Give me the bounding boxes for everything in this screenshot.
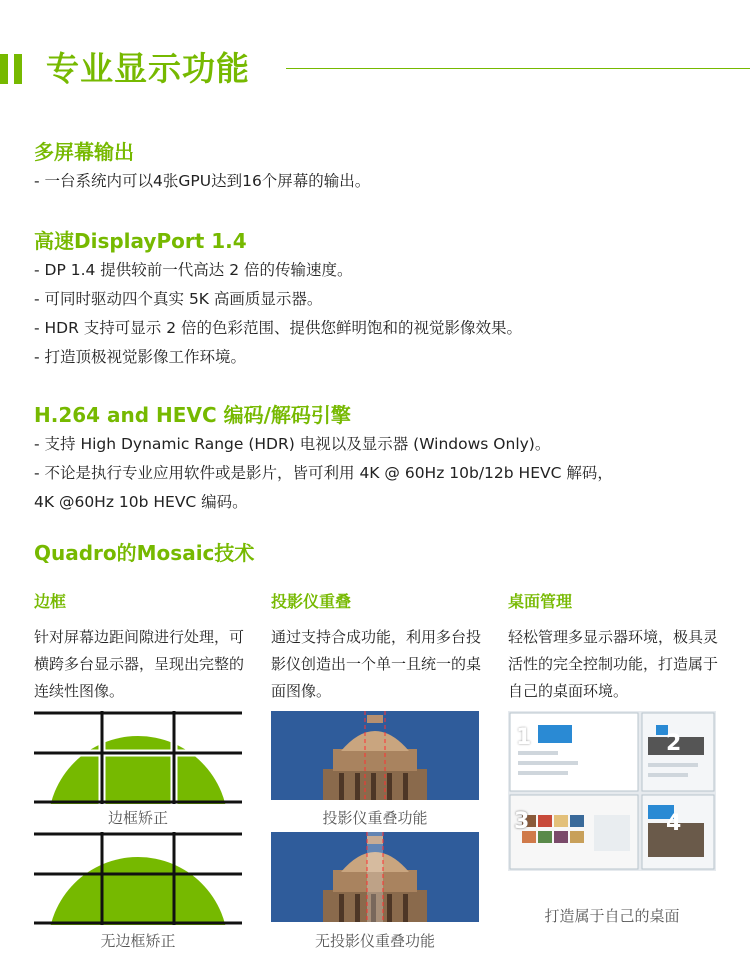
section-title: 高速DisplayPort 1.4 <box>34 229 247 253</box>
feature-description: 轻松管理多显示器环境，极具灵活性的完全控制功能，打造属于自己的桌面环境。 <box>508 628 719 700</box>
no-bezel-image <box>34 832 242 925</box>
feature-overlap <box>271 590 486 705</box>
caption-bezel-corrected: 边框矫正 <box>107 809 168 827</box>
feature-title: 桌面管理 <box>508 592 573 611</box>
screen-number: 3 <box>514 809 530 834</box>
section-mosaic <box>34 538 734 568</box>
caption-no-overlap: 无投影仪重叠功能 <box>314 932 435 950</box>
title-divider <box>286 68 750 69</box>
desktop-screenshot <box>508 711 716 871</box>
caption-desktop: 打造属于自己的桌面 <box>544 907 680 925</box>
feature-desktop <box>508 590 723 705</box>
feature-description: 通过支持合成功能，利用多台投影仪创造出一个单一且统一的桌面图像。 <box>271 628 482 700</box>
section-title: Quadro的Mosaic技术 <box>34 541 255 565</box>
bezel-corrected-image <box>34 711 242 804</box>
bullet-item: 4K @60Hz 10b HEVC 编码。 <box>34 493 248 511</box>
bullet-item: - 一台系统内可以4张GPU达到16个屏幕的输出。 <box>34 172 371 190</box>
feature-title: 边框 <box>34 592 67 611</box>
section-displayport <box>34 226 734 372</box>
screen-number: 4 <box>666 811 682 836</box>
screen-number: 1 <box>516 725 532 750</box>
bullet-item: - HDR 支持可显示 2 倍的色彩范围、提供您鲜明饱和的视觉影像效果。 <box>34 319 523 337</box>
section-title: 多屏幕输出 <box>34 140 134 164</box>
page-header <box>0 44 750 94</box>
section-codec <box>34 400 734 517</box>
overlap-image <box>271 711 479 800</box>
bullet-item: - 可同时驱动四个真实 5K 高画质显示器。 <box>34 290 323 308</box>
feature-bezel <box>34 590 249 705</box>
feature-description: 针对屏幕边距间隙进行处理，可横跨多台显示器，呈现出完整的连续性图像。 <box>34 628 245 700</box>
bullet-item: - 打造顶极视觉影像工作环境。 <box>34 348 247 366</box>
bullet-item: - 不论是执行专业应用软件或是影片，皆可利用 4K @ 60Hz 10b/12b HEVC 解码， <box>34 464 613 482</box>
screen-number: 2 <box>666 731 682 756</box>
feature-title: 投影仪重叠 <box>271 592 352 611</box>
section-title: H.264 and HEVC 编码/解码引擎 <box>34 403 351 427</box>
caption-overlap: 投影仪重叠功能 <box>322 809 428 827</box>
page-title: 专业显示功能 <box>46 49 250 88</box>
caption-no-bezel: 无边框矫正 <box>100 932 176 950</box>
bullet-item: - 支持 High Dynamic Range (HDR) 电视以及显示器 (Windows Only)。 <box>34 435 551 453</box>
no-overlap-image <box>271 832 479 922</box>
bullet-item: - DP 1.4 提供较前一代高达 2 倍的传输速度。 <box>34 261 353 279</box>
section-multi-display <box>34 137 734 196</box>
